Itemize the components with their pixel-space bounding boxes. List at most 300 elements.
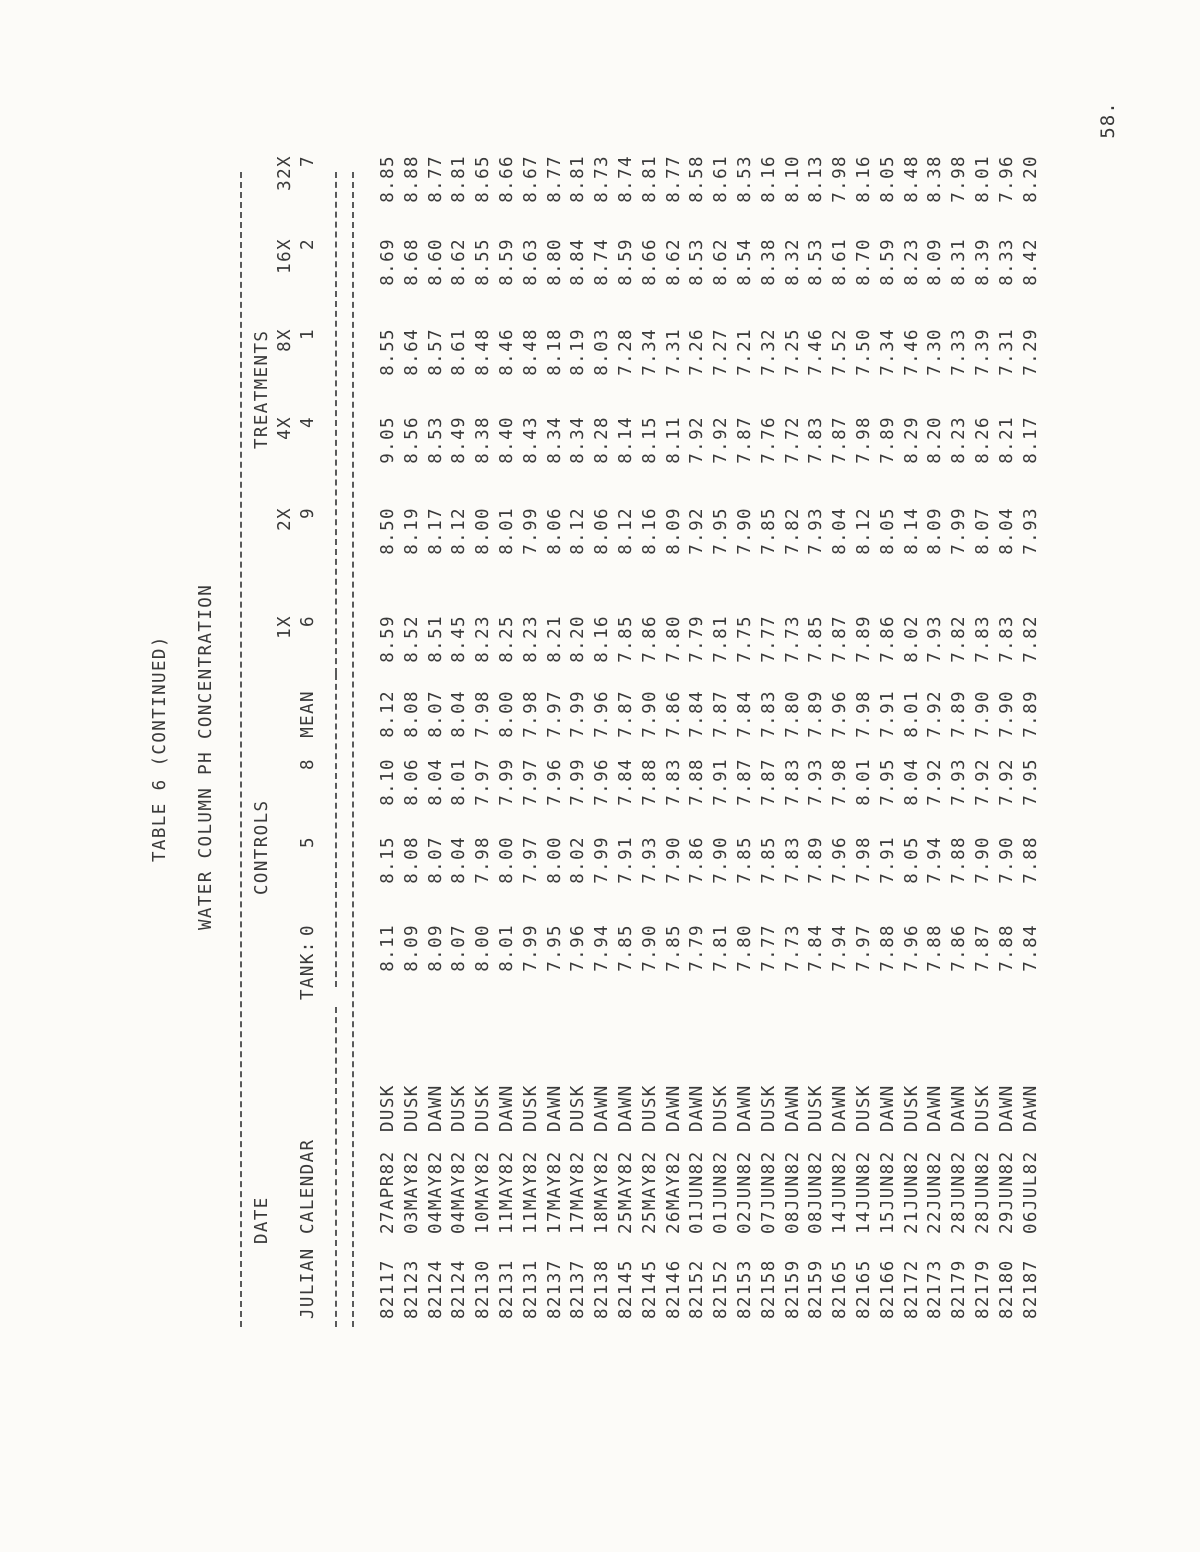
cell-x2: 8.06 [544, 507, 565, 555]
cell-calendar: 27APR82 [378, 1150, 398, 1234]
header-t8x: 8X [275, 328, 295, 352]
table-row [735, 0, 759, 1552]
cell-calendar: 11MAY82 [520, 1150, 541, 1234]
cell-x2: 8.14 [901, 507, 922, 555]
cell-t5: 7.85 [758, 836, 779, 884]
cell-x1: 7.87 [830, 615, 851, 663]
cell-mean: 7.90 [639, 690, 660, 738]
cell-time: DUSK [711, 1084, 732, 1132]
cell-t0: 7.90 [639, 924, 660, 972]
cell-x32: 8.38 [925, 155, 946, 203]
cell-t8: 7.83 [782, 758, 803, 806]
cell-t0: 7.73 [782, 924, 803, 972]
cell-x2: 7.92 [687, 507, 708, 555]
cell-x2: 8.12 [854, 507, 874, 555]
cell-x4: 8.20 [925, 416, 946, 464]
cell-t0: 7.85 [616, 924, 636, 972]
cell-x16: 8.42 [1020, 238, 1041, 286]
cell-time: DAWN [616, 1084, 636, 1132]
cell-x8: 7.21 [735, 328, 755, 376]
table-row [664, 0, 688, 1552]
cell-calendar: 14JUN82 [830, 1150, 851, 1234]
header-t2x: 2X [275, 507, 295, 531]
cell-x8: 8.64 [401, 328, 422, 376]
cell-x16: 8.39 [973, 238, 993, 286]
table-row [854, 0, 878, 1552]
cell-x1: 7.86 [877, 615, 898, 663]
cell-x1: 8.21 [544, 615, 565, 663]
cell-t5: 8.02 [568, 836, 589, 884]
cell-calendar: 03MAY82 [401, 1150, 422, 1234]
cell-calendar: 01JUN82 [711, 1150, 732, 1234]
cell-t0: 7.88 [877, 924, 898, 972]
cell-x4: 8.34 [544, 416, 565, 464]
cell-calendar: 25MAY82 [639, 1150, 660, 1234]
table-row [568, 0, 592, 1552]
cell-x4: 8.17 [1020, 416, 1041, 464]
cell-mean: 7.91 [877, 690, 898, 738]
header-controls-group: CONTROLS [252, 799, 272, 895]
cell-time: DAWN [949, 1084, 970, 1132]
cell-julian: 82180 [996, 1259, 1017, 1319]
cell-x4: 8.49 [449, 416, 470, 464]
cell-x4: 7.76 [758, 416, 779, 464]
cell-x32: 8.81 [568, 155, 589, 203]
cell-x1: 7.77 [758, 615, 779, 663]
cell-x4: 8.43 [520, 416, 541, 464]
cell-x32: 8.48 [901, 155, 922, 203]
cell-julian: 82131 [520, 1259, 541, 1319]
cell-x4: 7.92 [711, 416, 732, 464]
cell-x8: 7.52 [830, 328, 851, 376]
cell-calendar: 07JUN82 [758, 1150, 779, 1234]
cell-julian: 82165 [830, 1259, 851, 1319]
cell-mean: 7.83 [758, 690, 779, 738]
cell-x8: 8.19 [568, 328, 589, 376]
cell-t8: 7.92 [996, 758, 1017, 806]
cell-t0: 7.84 [1020, 924, 1041, 972]
cell-t0: 8.07 [449, 924, 470, 972]
cell-t5: 7.86 [687, 836, 708, 884]
cell-x4: 8.28 [592, 416, 613, 464]
cell-x8: 8.18 [544, 328, 565, 376]
cell-x2: 8.12 [616, 507, 636, 555]
cell-julian: 82172 [901, 1259, 922, 1319]
cell-x8: 8.55 [378, 328, 398, 376]
cell-time: DAWN [497, 1084, 517, 1132]
cell-time: DAWN [925, 1084, 946, 1132]
cell-t0: 7.94 [592, 924, 613, 972]
cell-julian: 82137 [568, 1259, 589, 1319]
cell-t0: 7.79 [687, 924, 708, 972]
cell-t8: 7.97 [473, 758, 494, 806]
cell-x8: 7.31 [996, 328, 1017, 376]
cell-t5: 7.97 [520, 836, 541, 884]
cell-calendar: 02JUN82 [735, 1150, 755, 1234]
cell-x16: 8.63 [520, 238, 541, 286]
cell-x4: 8.26 [973, 416, 993, 464]
cell-t0: 7.80 [735, 924, 755, 972]
header-mean: MEAN [298, 690, 318, 738]
cell-t5: 8.00 [497, 836, 517, 884]
cell-julian: 82159 [806, 1259, 827, 1319]
cell-t8: 7.99 [497, 758, 517, 806]
cell-x4: 8.11 [663, 416, 684, 464]
cell-x32: 8.81 [639, 155, 660, 203]
cell-x16: 8.62 [449, 238, 470, 286]
cell-x16: 8.53 [806, 238, 827, 286]
cell-x8: 7.50 [854, 328, 874, 376]
cell-t0: 8.09 [401, 924, 422, 972]
cell-julian: 82130 [473, 1259, 494, 1319]
cell-julian: 82138 [592, 1259, 613, 1319]
table-row [997, 0, 1021, 1552]
cell-x1: 8.20 [568, 615, 589, 663]
cell-t5: 7.88 [1020, 836, 1041, 884]
cell-x8: 7.26 [687, 328, 708, 376]
cell-x32: 8.20 [1020, 155, 1041, 203]
table-row [830, 0, 854, 1552]
cell-t0: 8.01 [497, 924, 517, 972]
cell-mean: 7.86 [663, 690, 684, 738]
cell-x1: 7.85 [806, 615, 827, 663]
table-row [473, 0, 497, 1552]
cell-calendar: 14JUN82 [854, 1150, 874, 1234]
cell-x2: 8.01 [497, 507, 517, 555]
cell-x1: 7.82 [949, 615, 970, 663]
cell-x2: 7.93 [1020, 507, 1041, 555]
cell-x2: 8.09 [925, 507, 946, 555]
cell-x8: 7.30 [925, 328, 946, 376]
cell-x32: 8.77 [544, 155, 565, 203]
table-row [687, 0, 711, 1552]
cell-x16: 8.32 [782, 238, 803, 286]
cell-time: DAWN [996, 1084, 1017, 1132]
table-row [378, 0, 402, 1552]
cell-mean: 7.90 [973, 690, 993, 738]
cell-calendar: 06JUL82 [1020, 1150, 1041, 1234]
cell-x4: 8.29 [901, 416, 922, 464]
cell-julian: 82146 [663, 1259, 684, 1319]
cell-x2: 7.85 [758, 507, 779, 555]
cell-x4: 8.56 [401, 416, 422, 464]
cell-calendar: 22JUN82 [925, 1150, 946, 1234]
cell-t5: 7.85 [735, 836, 755, 884]
table-row [640, 0, 664, 1552]
cell-x4: 8.40 [497, 416, 517, 464]
cell-julian: 82166 [877, 1259, 898, 1319]
cell-time: DUSK [401, 1084, 422, 1132]
cell-x32: 8.61 [711, 155, 732, 203]
cell-x2: 8.12 [449, 507, 470, 555]
cell-t5: 8.05 [901, 836, 922, 884]
cell-x1: 7.79 [687, 615, 708, 663]
cell-mean: 7.97 [544, 690, 565, 738]
table-subtitle: WATER COLUMN PH CONCENTRATION [196, 583, 216, 930]
cell-x8: 8.57 [425, 328, 446, 376]
cell-calendar: 15JUN82 [877, 1150, 898, 1234]
cell-mean: 7.87 [616, 690, 636, 738]
cell-x1: 7.81 [711, 615, 732, 663]
table-row [878, 0, 902, 1552]
cell-t8: 8.04 [425, 758, 446, 806]
cell-x4: 8.15 [639, 416, 660, 464]
cell-calendar: 04MAY82 [425, 1150, 446, 1234]
cell-julian: 82179 [949, 1259, 970, 1319]
cell-x1: 8.23 [473, 615, 494, 663]
cell-x1: 8.51 [425, 615, 446, 663]
header-t32x-tank: 7 [298, 155, 318, 167]
cell-mean: 7.89 [1020, 690, 1041, 738]
cell-x16: 8.74 [592, 238, 613, 286]
cell-t8: 7.87 [735, 758, 755, 806]
cell-time: DUSK [758, 1084, 779, 1132]
cell-x16: 8.60 [425, 238, 446, 286]
cell-x16: 8.09 [925, 238, 946, 286]
cell-x32: 8.74 [616, 155, 636, 203]
cell-x8: 7.39 [973, 328, 993, 376]
cell-time: DAWN [877, 1084, 898, 1132]
cell-x8: 8.61 [449, 328, 470, 376]
cell-x32: 8.67 [520, 155, 541, 203]
cell-julian: 82145 [639, 1259, 660, 1319]
cell-calendar: 21JUN82 [901, 1150, 922, 1234]
cell-x4: 7.87 [735, 416, 755, 464]
cell-t8: 8.10 [378, 758, 398, 806]
cell-t5: 7.89 [806, 836, 827, 884]
cell-x16: 8.70 [854, 238, 874, 286]
cell-t0: 8.11 [378, 924, 398, 972]
cell-t5: 8.00 [544, 836, 565, 884]
cell-x16: 8.33 [996, 238, 1017, 286]
cell-x16: 8.69 [378, 238, 398, 286]
cell-x1: 7.89 [854, 615, 874, 663]
cell-x8: 7.28 [616, 328, 636, 376]
header-t4x: 4X [275, 416, 295, 440]
cell-t5: 7.98 [473, 836, 494, 884]
cell-mean: 7.96 [592, 690, 613, 738]
cell-x8: 7.29 [1020, 328, 1041, 376]
cell-time: DAWN [687, 1084, 708, 1132]
table-row [806, 0, 830, 1552]
cell-calendar: 10MAY82 [473, 1150, 494, 1234]
cell-mean: 8.04 [449, 690, 470, 738]
cell-x16: 8.80 [544, 238, 565, 286]
cell-time: DAWN [425, 1084, 446, 1132]
cell-x16: 8.66 [639, 238, 660, 286]
cell-x2: 8.05 [877, 507, 898, 555]
cell-t5: 7.83 [782, 836, 803, 884]
cell-x8: 7.34 [639, 328, 660, 376]
cell-x32: 8.58 [687, 155, 708, 203]
page-number: 58. [1097, 101, 1119, 139]
controls-group-rule [335, 674, 337, 987]
cell-time: DUSK [901, 1084, 922, 1132]
table-row [759, 0, 783, 1552]
cell-x1: 7.86 [639, 615, 660, 663]
cell-t8: 7.93 [949, 758, 970, 806]
table-row [902, 0, 926, 1552]
cell-x16: 8.55 [473, 238, 494, 286]
cell-t0: 7.88 [996, 924, 1017, 972]
cell-t5: 7.91 [616, 836, 636, 884]
header-bottom-rule [352, 172, 354, 1327]
cell-t8: 7.91 [711, 758, 732, 806]
cell-x4: 7.83 [806, 416, 827, 464]
cell-t8: 7.87 [758, 758, 779, 806]
cell-t5: 7.90 [996, 836, 1017, 884]
cell-t5: 7.94 [925, 836, 946, 884]
cell-mean: 8.00 [497, 690, 517, 738]
cell-x1: 8.45 [449, 615, 470, 663]
cell-t8: 7.84 [616, 758, 636, 806]
header-treatments-group: TREATMENTS [252, 329, 272, 449]
cell-x4: 7.92 [687, 416, 708, 464]
cell-x8: 7.34 [877, 328, 898, 376]
cell-x32: 8.66 [497, 155, 517, 203]
cell-x16: 8.62 [663, 238, 684, 286]
cell-time: DAWN [663, 1084, 684, 1132]
cell-x8: 7.25 [782, 328, 803, 376]
cell-t5: 7.98 [854, 836, 874, 884]
cell-x8: 8.46 [497, 328, 517, 376]
cell-x1: 8.16 [592, 615, 613, 663]
cell-t8: 7.92 [973, 758, 993, 806]
cell-t8: 7.88 [687, 758, 708, 806]
header-date-group: DATE [252, 1196, 272, 1244]
header-tank-0: 0 [298, 924, 318, 936]
cell-x32: 8.16 [758, 155, 779, 203]
cell-x16: 8.31 [949, 238, 970, 286]
cell-t0: 7.96 [568, 924, 589, 972]
cell-x2: 7.82 [782, 507, 803, 555]
cell-t8: 7.92 [925, 758, 946, 806]
cell-x8: 7.46 [806, 328, 827, 376]
cell-x4: 8.23 [949, 416, 970, 464]
cell-time: DAWN [544, 1084, 565, 1132]
cell-x4: 7.98 [854, 416, 874, 464]
table-row [592, 0, 616, 1552]
cell-calendar: 29JUN82 [996, 1150, 1017, 1234]
cell-x2: 8.50 [378, 507, 398, 555]
cell-mean: 7.80 [782, 690, 803, 738]
cell-t0: 7.81 [711, 924, 732, 972]
cell-t0: 7.97 [854, 924, 874, 972]
header-t16x-tank: 2 [298, 238, 318, 250]
cell-t5: 8.08 [401, 836, 422, 884]
cell-x1: 8.52 [401, 615, 422, 663]
cell-mean: 7.84 [735, 690, 755, 738]
cell-t8: 7.99 [568, 758, 589, 806]
table-title: TABLE 6 (CONTINUED) [150, 635, 170, 862]
cell-x2: 8.12 [568, 507, 589, 555]
cell-mean: 8.07 [425, 690, 446, 738]
table-row [449, 0, 473, 1552]
cell-calendar: 25MAY82 [616, 1150, 636, 1234]
cell-x16: 8.59 [616, 238, 636, 286]
cell-x32: 8.77 [663, 155, 684, 203]
cell-x4: 8.38 [473, 416, 494, 464]
cell-time: DUSK [520, 1084, 541, 1132]
cell-t5: 8.07 [425, 836, 446, 884]
cell-x32: 7.96 [996, 155, 1017, 203]
cell-mean: 7.98 [520, 690, 541, 738]
cell-t8: 7.95 [877, 758, 898, 806]
cell-t0: 7.87 [973, 924, 993, 972]
header-tank-5: 5 [298, 836, 318, 848]
cell-x1: 8.25 [497, 615, 517, 663]
cell-time: DAWN [782, 1084, 803, 1132]
header-calendar: CALENDAR [298, 1138, 318, 1234]
cell-calendar: 17MAY82 [544, 1150, 565, 1234]
cell-mean: 7.89 [949, 690, 970, 738]
cell-mean: 7.98 [473, 690, 494, 738]
cell-julian: 82159 [782, 1259, 803, 1319]
cell-mean: 8.12 [378, 690, 398, 738]
table-row [973, 0, 997, 1552]
cell-julian: 82173 [925, 1259, 946, 1319]
cell-t5: 8.04 [449, 836, 470, 884]
cell-julian: 82145 [616, 1259, 636, 1319]
cell-x2: 7.90 [735, 507, 755, 555]
cell-time: DAWN [1020, 1084, 1041, 1132]
cell-x16: 8.61 [830, 238, 851, 286]
header-t4x-tank: 4 [298, 416, 318, 428]
cell-time: DUSK [568, 1084, 589, 1132]
table-row [545, 0, 569, 1552]
cell-x2: 7.99 [949, 507, 970, 555]
cell-t5: 7.96 [830, 836, 851, 884]
cell-x1: 7.80 [663, 615, 684, 663]
cell-mean: 7.99 [568, 690, 589, 738]
header-t1x: 1X [275, 615, 295, 639]
cell-time: DAWN [592, 1084, 613, 1132]
cell-julian: 82137 [544, 1259, 565, 1319]
cell-t8: 8.04 [901, 758, 922, 806]
cell-calendar: 01JUN82 [687, 1150, 708, 1234]
treatments-group-rule [335, 172, 337, 674]
cell-mean: 7.90 [996, 690, 1017, 738]
cell-calendar: 08JUN82 [782, 1150, 803, 1234]
cell-julian: 82131 [497, 1259, 517, 1319]
header-julian: JULIAN [298, 1247, 318, 1319]
cell-t0: 8.09 [425, 924, 446, 972]
table-row [949, 0, 973, 1552]
cell-x4: 8.34 [568, 416, 589, 464]
cell-t8: 8.06 [401, 758, 422, 806]
cell-t8: 8.01 [449, 758, 470, 806]
cell-x32: 8.13 [806, 155, 827, 203]
cell-x1: 8.59 [378, 615, 398, 663]
cell-x8: 7.33 [949, 328, 970, 376]
cell-calendar: 08JUN82 [806, 1150, 827, 1234]
table-row [925, 0, 949, 1552]
cell-x32: 7.98 [949, 155, 970, 203]
cell-julian: 82123 [401, 1259, 422, 1319]
cell-mean: 7.89 [806, 690, 827, 738]
cell-t0: 7.85 [663, 924, 684, 972]
cell-x16: 8.23 [901, 238, 922, 286]
table-row [1021, 0, 1045, 1552]
cell-time: DUSK [449, 1084, 470, 1132]
cell-t5: 7.91 [877, 836, 898, 884]
cell-x8: 7.46 [901, 328, 922, 376]
cell-x2: 7.93 [806, 507, 827, 555]
cell-julian: 82117 [378, 1259, 398, 1319]
cell-mean: 7.96 [830, 690, 851, 738]
cell-x2: 8.04 [996, 507, 1017, 555]
cell-x32: 8.65 [473, 155, 494, 203]
